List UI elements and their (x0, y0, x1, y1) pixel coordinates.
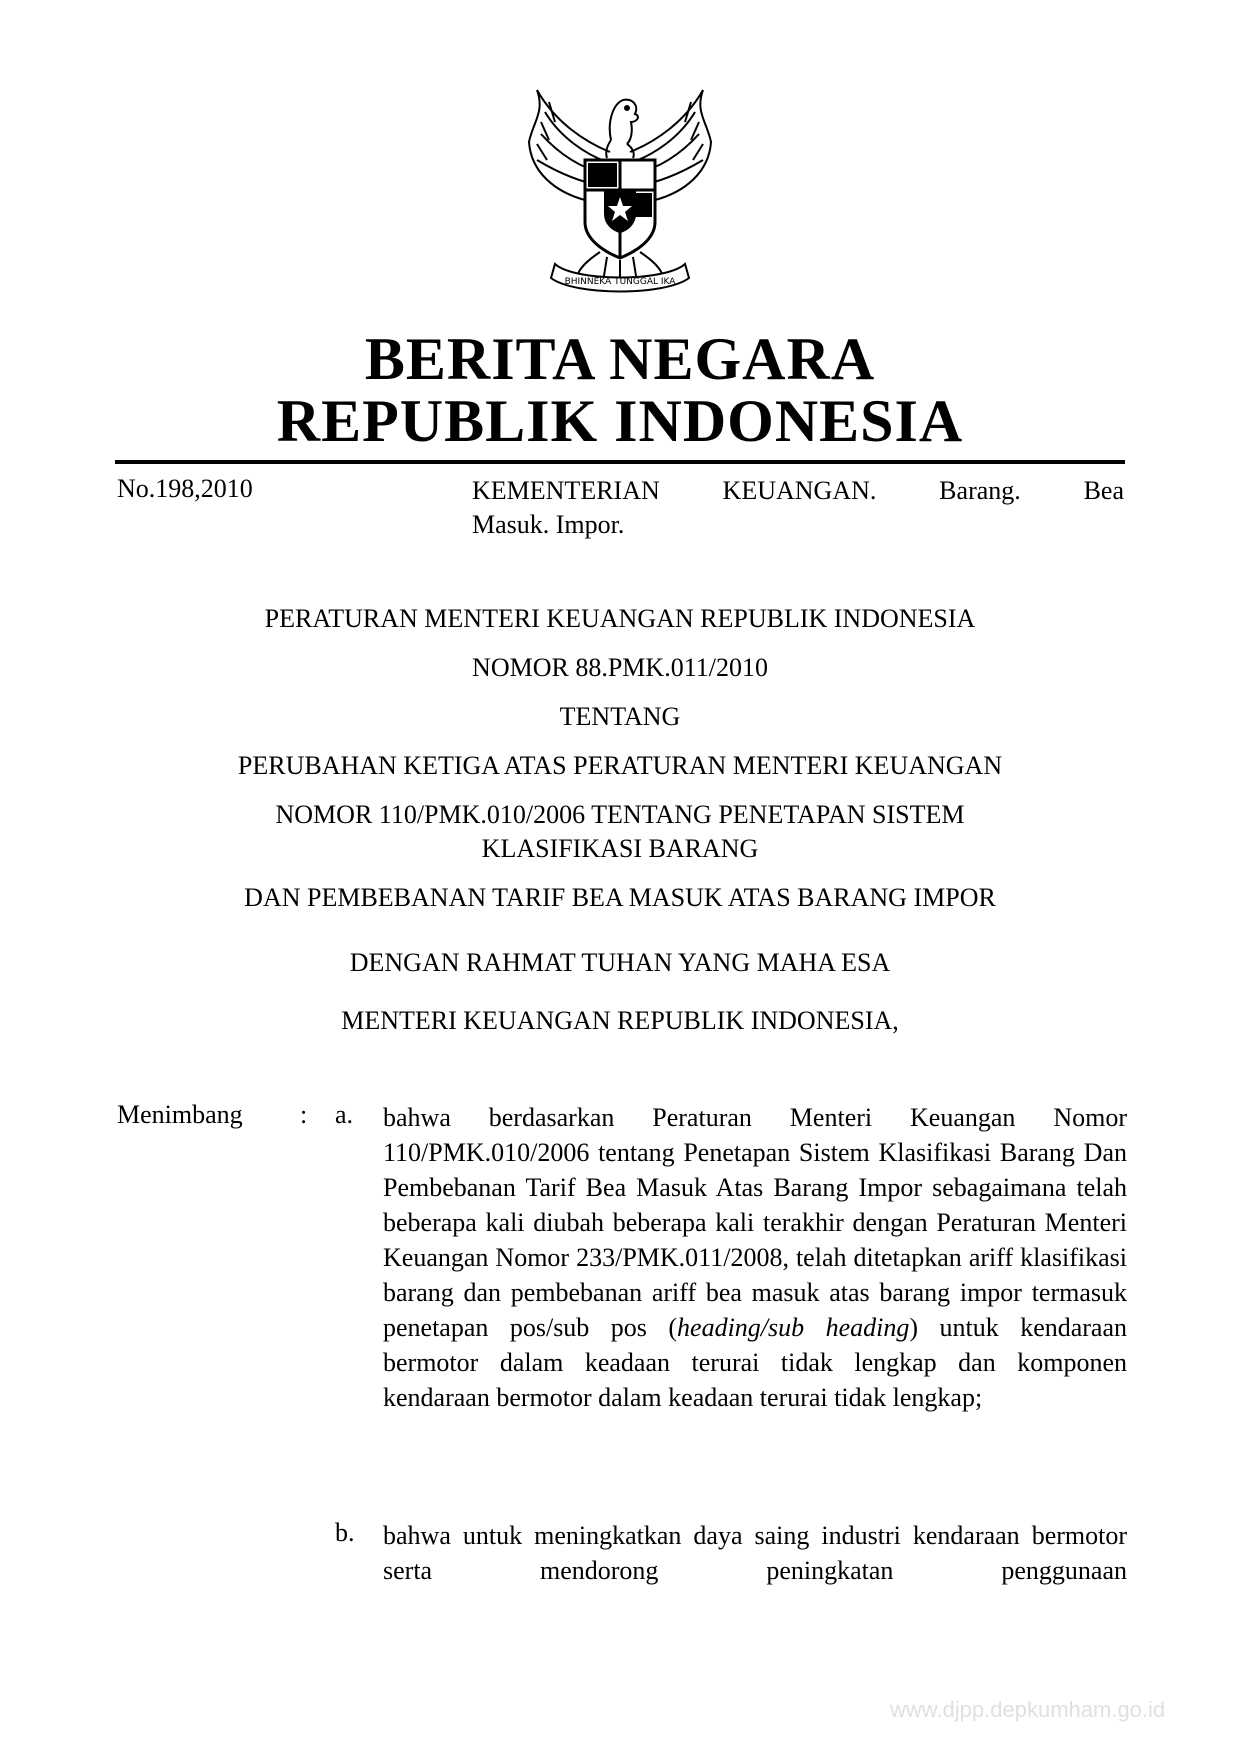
regulation-subject-line-3: KLASIFIKASI BARANG (481, 834, 759, 863)
footer-url: www.djpp.depkumham.go.id (890, 1697, 1166, 1722)
item-letter-b: b. (335, 1518, 355, 1547)
regulation-about: TENTANG (559, 702, 681, 731)
gazette-category-line-1: KEMENTERIAN KEUANGAN. Barang. Bea (472, 476, 1124, 505)
item-text-b: bahwa untuk meningkatkan daya saing industri kendaraan bermotor serta mendorong peningkatan penggunaan (383, 1521, 1127, 1585)
gazette-category-line-2: Masuk. Impor. (472, 510, 625, 539)
invocation: DENGAN RAHMAT TUHAN YANG MAHA ESA (349, 948, 891, 977)
masthead-title (0, 328, 1240, 452)
item-text-a-part-1: bahwa berdasarkan Peraturan Menteri Keuangan Nomor 110/PMK.010/2006 tentang Penetapan Sistem Klasifikasi Barang Dan Pembebanan Tarif Bea Masuk Atas Barang Impor sebagaimana telah beberapa kali diubah beberapa kali terakhir dengan Peraturan Menteri Keuangan Nomor 233/PMK.011/2008, telah ditetapkan ariff klasifikasi barang dan pembebanan ariff bea masuk atas barang impor termasuk penetapan pos/sub pos ( (383, 1103, 1127, 1342)
masthead-line-1: BERITA NEGARA (364, 326, 876, 392)
gazette-category (472, 474, 1124, 542)
emblem-motto: BHINNEKA TUNGGAL IKA (564, 277, 676, 287)
regulation-subject-line-2: NOMOR 110/PMK.010/2006 TENTANG PENETAPAN SISTEM (275, 800, 965, 829)
regulation-number: NOMOR 88.PMK.011/2010 (472, 653, 768, 682)
minister-title: MENTERI KEUANGAN REPUBLIK INDONESIA, (341, 1006, 899, 1035)
item-text-a-part-2: ) untuk kendaraan bermotor dalam keadaan terurai tidak lengkap dan komponen kendaraan bermotor dalam keadaan terurai tidak lengkap; (383, 1313, 1128, 1412)
considering-colon: : (300, 1100, 308, 1129)
gazette-number: No.198,2010 (117, 474, 253, 503)
regulation-title: PERATURAN MENTERI KEUANGAN REPUBLIK INDONESIA (264, 604, 976, 633)
item-letter-a: a. (335, 1100, 354, 1129)
considering-label: Menimbang (117, 1100, 243, 1129)
masthead-line-2: REPUBLIK INDONESIA (276, 388, 964, 454)
item-text-a-italic: heading/sub heading (677, 1313, 910, 1342)
garuda-emblem-icon (515, 82, 725, 302)
regulation-subject-line-1: PERUBAHAN KETIGA ATAS PERATURAN MENTERI KEUANGAN (237, 751, 1003, 780)
item-text-a (383, 1100, 1127, 1415)
regulation-subject-line-4: DAN PEMBEBANAN TARIF BEA MASUK ATAS BARANG IMPOR (244, 883, 996, 912)
header-divider (115, 460, 1125, 464)
